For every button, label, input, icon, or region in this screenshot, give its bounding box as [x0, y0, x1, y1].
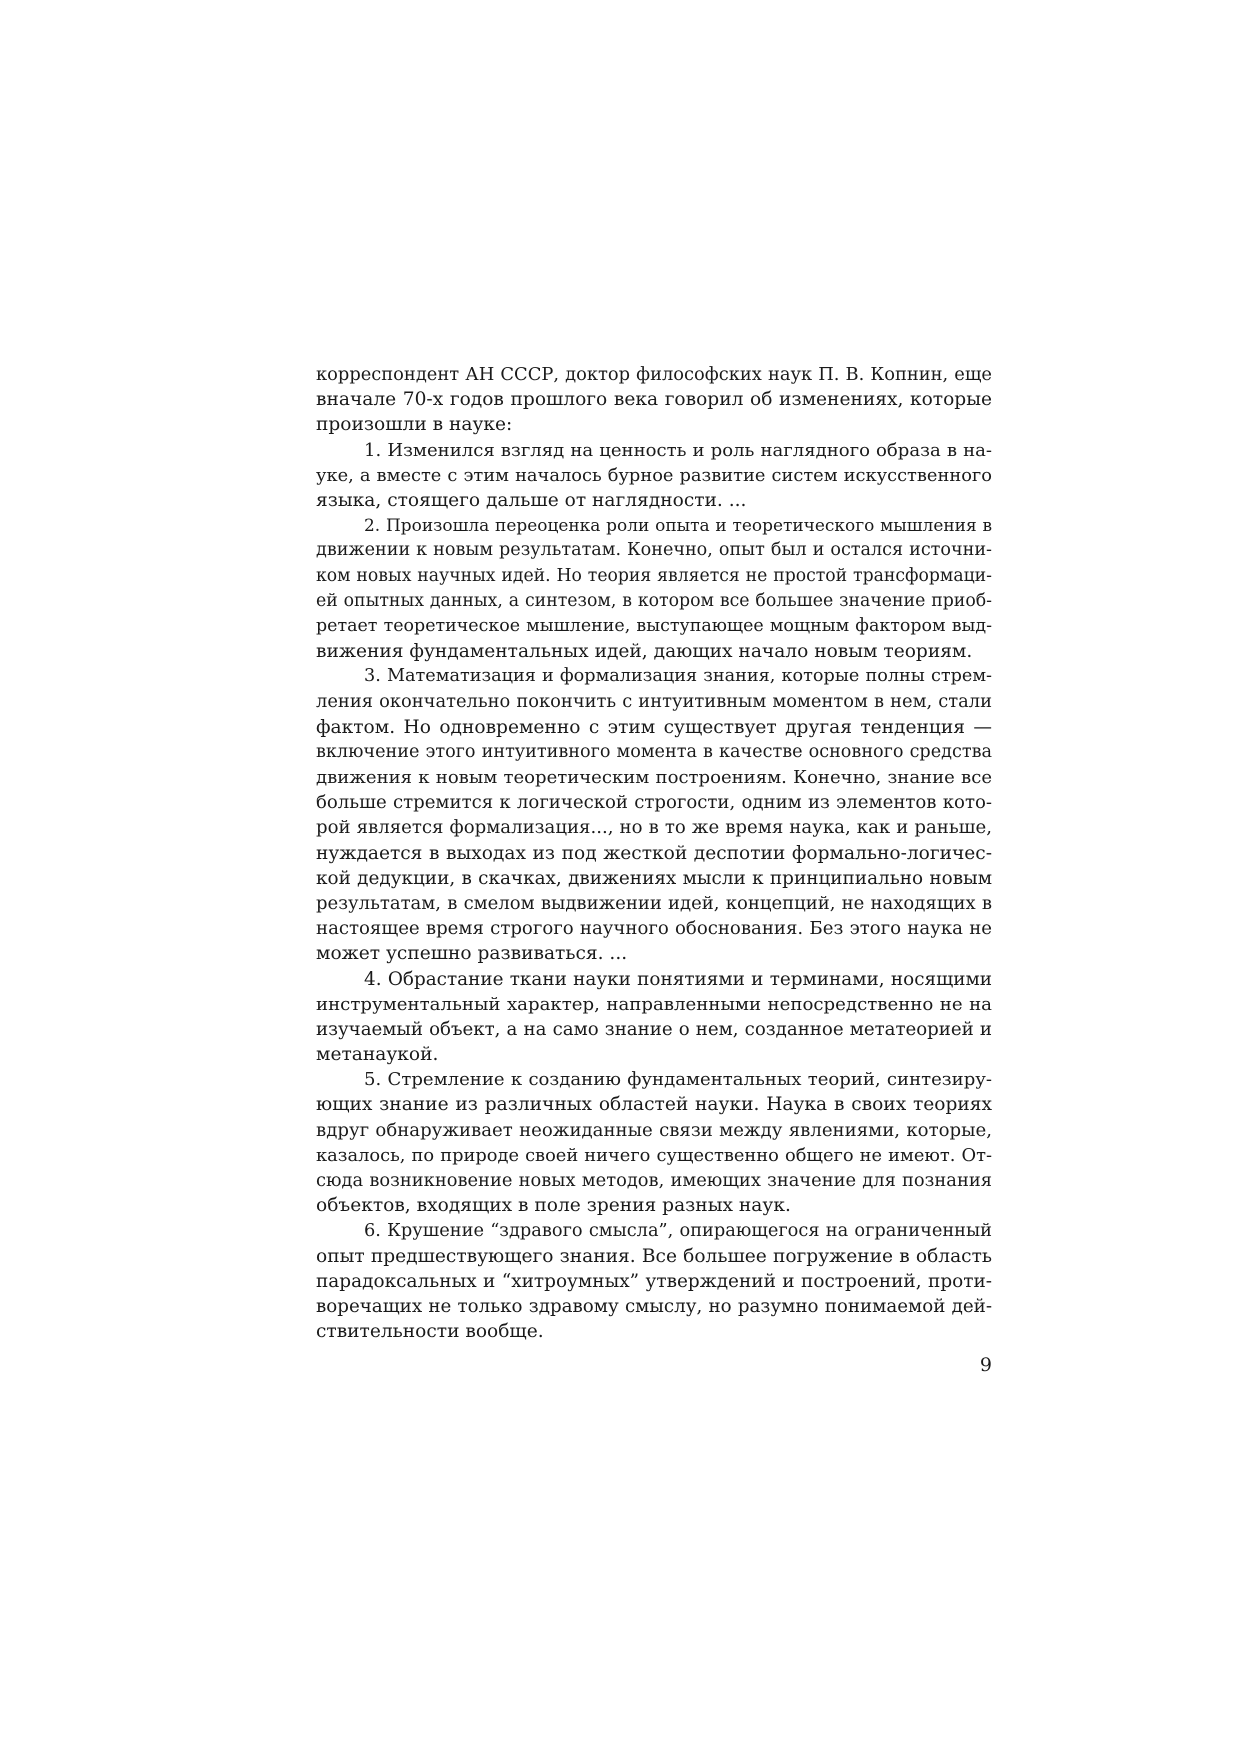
list-item-6-line: ствительности вообще. [316, 1321, 544, 1343]
list-item-3-line: движения к новым теоретическим построениям. Конечно, знание все [316, 767, 992, 788]
list-item-6-line: опыт предшествующего знания. Все большее погружение в область [316, 1245, 992, 1267]
list-item-2-line: 2. Произошла переоценка роли опыта и теоретического мышления в [364, 515, 992, 536]
list-item-4-line: изучаемый объект, а на само знание о нем, созданное метатеорией и [316, 1018, 992, 1040]
list-item-5-line: казалось, по природе своей ничего существенно общего не имеют. От- [316, 1144, 992, 1166]
list-item-3-line: 3. Математизация и формализация знания, которые полны стрем- [364, 666, 992, 687]
text-line: корреспондент АН СССР, доктор философских наук П. В. Копнин, еще [316, 364, 992, 385]
list-item-2-line: ком новых научных идей. Но теория является не простой трансформаци- [316, 565, 992, 586]
list-item-2-line: ей опытных данных, а синтезом, в котором все большее значение приоб- [316, 590, 992, 611]
list-item-1-line: уке, а вместе с этим началось бурное развитие систем искусственного [316, 464, 992, 486]
list-item-3-line: фактом. Но одновременно с этим существует другая тенденция — [316, 716, 992, 738]
list-item-1-line: 1. Изменился взгляд на ценность и роль наглядного образа в на- [364, 439, 992, 461]
list-item-3-line: рой является формализация..., но в то же время наука, как и раньше, [316, 817, 992, 839]
list-item-2-line: ретает теоретическое мышление, выступающее мощным фактором выд- [316, 615, 992, 636]
list-item-2-line: вижения фундаментальных идей, дающих начало новым теориям. [316, 641, 973, 663]
text-line: вначале 70-х годов прошлого века говорил об изменениях, которые [316, 389, 992, 411]
list-item-3-line: нуждается в выходах из под жесткой деспотии формально-логичес- [316, 842, 992, 864]
list-item-2-line: движении к новым результатам. Конечно, опыт был и остался источни- [316, 540, 992, 561]
list-item-5-line: объектов, входящих в поле зрения разных наук. [316, 1195, 791, 1217]
list-item-3-line: больше стремится к логической строгости, одним из элементов кото- [316, 792, 992, 814]
list-item-3-line: настоящее время строгого научного обоснования. Без этого наука не [316, 918, 992, 940]
list-item-3-line: может успешно развиваться. ... [316, 943, 628, 965]
text-line: произошли в науке: [316, 414, 513, 436]
list-item-3-line: включение этого интуитивного момента в качестве основного средства [316, 741, 992, 762]
list-item-6-line: 6. Крушение “здравого смысла”, опирающегося на ограниченный [364, 1220, 992, 1242]
list-item-6-line: воречащих не только здравому смыслу, но разумно понимаемой дей- [316, 1295, 992, 1317]
list-item-5-line: сюда возникновение новых методов, имеющих значение для познания [316, 1170, 992, 1191]
page-text-block [316, 362, 992, 1344]
list-item-3-line: кой дедукции, в скачках, движениях мысли к принципиально новым [316, 867, 992, 889]
page-number: 9 [979, 1354, 992, 1376]
list-item-1-line: языка, стоящего дальше от наглядности. ... [316, 489, 747, 511]
list-item-4-line: инструментальный характер, направленными непосредственно не на [316, 993, 992, 1015]
list-item-3-line: результатам, в смелом выдвижении идей, концепций, не находящих в [316, 892, 992, 914]
body-text [316, 362, 992, 1344]
list-item-5-line: 5. Стремление к созданию фундаментальных теорий, синтезиру- [364, 1069, 992, 1091]
list-item-4-line: метанаукой. [316, 1044, 439, 1066]
list-item-5-line: вдруг обнаруживает неожиданные связи между явлениями, которые, [316, 1119, 992, 1141]
list-item-5-line: ющих знание из различных областей науки. Наука в своих теориях [316, 1094, 992, 1116]
list-item-4-line: 4. Обрастание ткани науки понятиями и терминами, носящими [364, 968, 992, 990]
list-item-3-line: ления окончательно покончить с интуитивным моментом в нем, стали [316, 691, 992, 713]
list-item-6-line: парадоксальных и “хитроумных” утверждений и построений, проти- [316, 1270, 992, 1292]
